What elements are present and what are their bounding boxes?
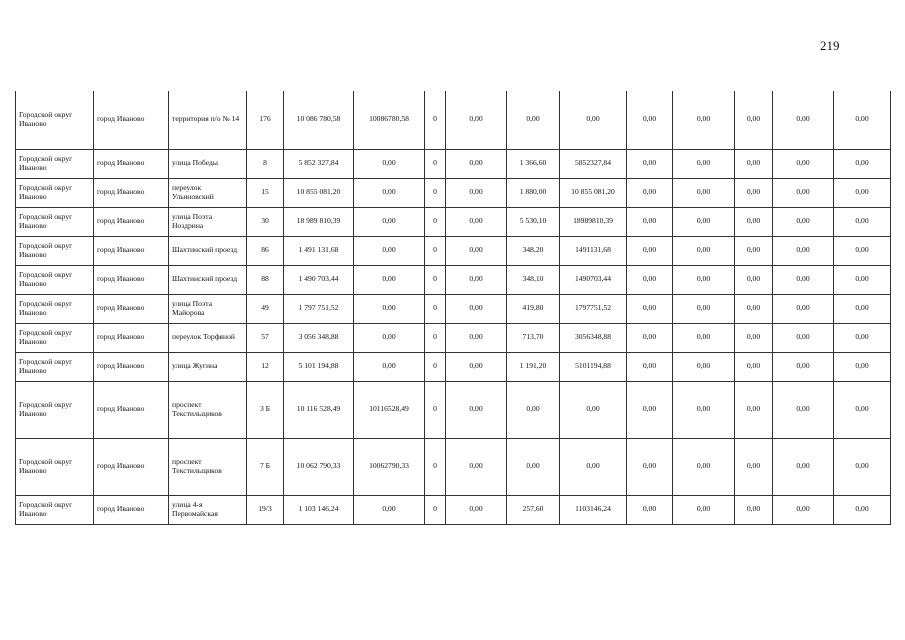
amount-cell: 0,00 xyxy=(354,236,425,265)
count-cell: 0 xyxy=(425,438,446,495)
amount-cell: 5852327,84 xyxy=(560,149,627,178)
count-cell: 0 xyxy=(425,294,446,323)
amount-cell: 18989810,39 xyxy=(560,207,627,236)
amount-cell: 0,00 xyxy=(446,438,507,495)
district-cell: Городской округ Иваново xyxy=(16,178,94,207)
table-row xyxy=(16,265,891,294)
total-cost-cell: 5 101 194,88 xyxy=(284,352,354,381)
amount-cell: 0,00 xyxy=(834,236,891,265)
house-number-cell: 86 xyxy=(247,236,284,265)
city-cell: город Иваново xyxy=(94,294,169,323)
amount-cell: 0,00 xyxy=(627,207,673,236)
street-cell: улица Победы xyxy=(169,149,247,178)
amount-cell: 0,00 xyxy=(735,91,773,149)
amount-cell: 0,00 xyxy=(773,91,834,149)
amount-cell: 0,00 xyxy=(627,91,673,149)
amount-cell: 0,00 xyxy=(773,207,834,236)
table-row xyxy=(16,495,891,524)
street-cell: улица 4-я Первомайская xyxy=(169,495,247,524)
area-cell: 1 191,20 xyxy=(507,352,560,381)
amount-cell: 0,00 xyxy=(446,495,507,524)
amount-cell: 0,00 xyxy=(735,438,773,495)
amount-cell: 0,00 xyxy=(627,178,673,207)
amount-cell: 0,00 xyxy=(354,207,425,236)
house-number-cell: 3 Б xyxy=(247,381,284,438)
amount-cell: 0,00 xyxy=(834,207,891,236)
amount-cell: 0,00 xyxy=(773,149,834,178)
amount-cell: 0,00 xyxy=(627,149,673,178)
street-cell: Шахтинский проезд xyxy=(169,236,247,265)
total-cost-cell: 5 852 327,84 xyxy=(284,149,354,178)
city-cell: город Иваново xyxy=(94,438,169,495)
amount-cell: 0,00 xyxy=(354,265,425,294)
city-cell: город Иваново xyxy=(94,236,169,265)
amount-cell: 0,00 xyxy=(673,381,735,438)
total-cost-cell: 10 062 790,33 xyxy=(284,438,354,495)
amount-cell: 0,00 xyxy=(735,207,773,236)
amount-cell: 1797751,52 xyxy=(560,294,627,323)
amount-cell: 0,00 xyxy=(354,352,425,381)
total-cost-cell: 1 797 751,52 xyxy=(284,294,354,323)
amount-cell: 0,00 xyxy=(673,294,735,323)
district-cell: Городской округ Иваново xyxy=(16,495,94,524)
amount-cell: 0,00 xyxy=(735,236,773,265)
total-cost-cell: 1 103 146,24 xyxy=(284,495,354,524)
amount-cell: 0,00 xyxy=(446,178,507,207)
amount-cell: 0,00 xyxy=(673,149,735,178)
count-cell: 0 xyxy=(425,495,446,524)
total-cost-cell: 10 855 081,20 xyxy=(284,178,354,207)
street-cell: улица Поэта Ноздрина xyxy=(169,207,247,236)
table-row xyxy=(16,323,891,352)
amount-cell: 0,00 xyxy=(834,91,891,149)
area-cell: 713,70 xyxy=(507,323,560,352)
count-cell: 0 xyxy=(425,236,446,265)
amount-cell: 0,00 xyxy=(673,438,735,495)
district-cell: Городской округ Иваново xyxy=(16,207,94,236)
amount-cell: 3056348,88 xyxy=(560,323,627,352)
amount-cell: 0,00 xyxy=(773,178,834,207)
house-number-cell: 49 xyxy=(247,294,284,323)
city-cell: город Иваново xyxy=(94,149,169,178)
table-row xyxy=(16,207,891,236)
amount-cell: 0,00 xyxy=(735,265,773,294)
amount-cell: 0,00 xyxy=(673,495,735,524)
city-cell: город Иваново xyxy=(94,352,169,381)
house-number-cell: 7 Б xyxy=(247,438,284,495)
city-cell: город Иваново xyxy=(94,207,169,236)
amount-cell: 0,00 xyxy=(834,323,891,352)
house-number-cell: 30 xyxy=(247,207,284,236)
amount-cell: 0,00 xyxy=(773,495,834,524)
amount-cell: 0,00 xyxy=(627,495,673,524)
area-cell: 0,00 xyxy=(507,438,560,495)
count-cell: 0 xyxy=(425,91,446,149)
page-number: 219 xyxy=(820,38,840,53)
amount-cell: 0,00 xyxy=(446,236,507,265)
amount-cell: 0,00 xyxy=(773,265,834,294)
total-cost-cell: 10 086 780,58 xyxy=(284,91,354,149)
count-cell: 0 xyxy=(425,352,446,381)
total-cost-cell: 18 989 810,39 xyxy=(284,207,354,236)
district-cell: Городской округ Иваново xyxy=(16,352,94,381)
amount-cell: 0,00 xyxy=(735,381,773,438)
area-cell: 348,20 xyxy=(507,236,560,265)
district-cell: Городской округ Иваново xyxy=(16,236,94,265)
house-number-cell: 19/3 xyxy=(247,495,284,524)
city-cell: город Иваново xyxy=(94,91,169,149)
house-number-cell: 8 xyxy=(247,149,284,178)
amount-cell: 0,00 xyxy=(673,236,735,265)
count-cell: 0 xyxy=(425,323,446,352)
area-cell: 348,10 xyxy=(507,265,560,294)
amount-cell: 0,00 xyxy=(834,438,891,495)
district-cell: Городской округ Иваново xyxy=(16,294,94,323)
amount-cell: 0,00 xyxy=(627,438,673,495)
city-cell: город Иваново xyxy=(94,178,169,207)
house-number-cell: 176 xyxy=(247,91,284,149)
amount-cell: 0,00 xyxy=(773,438,834,495)
area-cell: 0,00 xyxy=(507,91,560,149)
city-cell: город Иваново xyxy=(94,323,169,352)
amount-cell: 0,00 xyxy=(627,323,673,352)
count-cell: 0 xyxy=(425,381,446,438)
table-row xyxy=(16,438,891,495)
total-cost-cell: 3 056 348,88 xyxy=(284,323,354,352)
amount-cell: 0,00 xyxy=(354,149,425,178)
amount-cell: 0,00 xyxy=(673,178,735,207)
table-row xyxy=(16,352,891,381)
amount-cell: 0,00 xyxy=(735,178,773,207)
area-cell: 1 366,60 xyxy=(507,149,560,178)
amount-cell: 0,00 xyxy=(354,294,425,323)
amount-cell: 0,00 xyxy=(446,294,507,323)
street-cell: Шахтинский проезд xyxy=(169,265,247,294)
total-cost-cell: 1 491 131,68 xyxy=(284,236,354,265)
street-cell: проспект Текстильщиков xyxy=(169,381,247,438)
amount-cell: 0,00 xyxy=(834,178,891,207)
amount-cell: 1491131,68 xyxy=(560,236,627,265)
total-cost-cell: 10 116 528,49 xyxy=(284,381,354,438)
district-cell: Городской округ Иваново xyxy=(16,438,94,495)
amount-cell: 5101194,88 xyxy=(560,352,627,381)
count-cell: 0 xyxy=(425,178,446,207)
area-cell: 419,80 xyxy=(507,294,560,323)
total-cost-cell: 1 490 703,44 xyxy=(284,265,354,294)
count-cell: 0 xyxy=(425,207,446,236)
street-cell: территория п/о № 14 xyxy=(169,91,247,149)
district-cell: Городской округ Иваново xyxy=(16,265,94,294)
amount-cell: 0,00 xyxy=(834,294,891,323)
amount-cell: 0,00 xyxy=(773,236,834,265)
house-number-cell: 12 xyxy=(247,352,284,381)
amount-cell: 0,00 xyxy=(773,323,834,352)
amount-cell: 0,00 xyxy=(834,265,891,294)
amount-cell: 0,00 xyxy=(735,495,773,524)
table-body xyxy=(16,91,891,524)
city-cell: город Иваново xyxy=(94,381,169,438)
amount-cell: 0,00 xyxy=(673,207,735,236)
amount-cell: 10062790,33 xyxy=(354,438,425,495)
district-cell: Городской округ Иваново xyxy=(16,381,94,438)
amount-cell: 0,00 xyxy=(446,381,507,438)
amount-cell: 10116528,49 xyxy=(354,381,425,438)
city-cell: город Иваново xyxy=(94,265,169,294)
district-cell: Городской округ Иваново xyxy=(16,323,94,352)
amount-cell: 0,00 xyxy=(560,438,627,495)
amount-cell: 0,00 xyxy=(446,149,507,178)
amount-cell: 1103146,24 xyxy=(560,495,627,524)
table-row xyxy=(16,381,891,438)
area-cell: 5 530,10 xyxy=(507,207,560,236)
count-cell: 0 xyxy=(425,265,446,294)
amount-cell: 0,00 xyxy=(735,352,773,381)
amount-cell: 0,00 xyxy=(446,207,507,236)
amount-cell: 0,00 xyxy=(446,352,507,381)
amount-cell: 0,00 xyxy=(673,352,735,381)
amount-cell: 0,00 xyxy=(446,91,507,149)
table-row xyxy=(16,178,891,207)
amount-cell: 0,00 xyxy=(834,149,891,178)
amount-cell: 0,00 xyxy=(354,495,425,524)
house-number-cell: 15 xyxy=(247,178,284,207)
amount-cell: 0,00 xyxy=(627,236,673,265)
amount-cell: 1490703,44 xyxy=(560,265,627,294)
amount-cell: 0,00 xyxy=(735,323,773,352)
amount-cell: 0,00 xyxy=(627,352,673,381)
amount-cell: 10086780,58 xyxy=(354,91,425,149)
area-cell: 0,00 xyxy=(507,381,560,438)
amount-cell: 0,00 xyxy=(627,381,673,438)
house-number-cell: 57 xyxy=(247,323,284,352)
amount-cell: 0,00 xyxy=(354,323,425,352)
amount-cell: 0,00 xyxy=(446,323,507,352)
area-cell: 257,60 xyxy=(507,495,560,524)
amount-cell: 0,00 xyxy=(834,352,891,381)
amount-cell: 0,00 xyxy=(773,381,834,438)
street-cell: улица Жугина xyxy=(169,352,247,381)
district-cell: Городской округ Иваново xyxy=(16,91,94,149)
table-row xyxy=(16,236,891,265)
amount-cell: 0,00 xyxy=(560,91,627,149)
register-table xyxy=(15,91,891,525)
table-row xyxy=(16,149,891,178)
amount-cell: 0,00 xyxy=(773,294,834,323)
table-row xyxy=(16,294,891,323)
amount-cell: 0,00 xyxy=(673,323,735,352)
house-number-cell: 88 xyxy=(247,265,284,294)
amount-cell: 0,00 xyxy=(560,381,627,438)
count-cell: 0 xyxy=(425,149,446,178)
amount-cell: 0,00 xyxy=(735,149,773,178)
area-cell: 1 880,00 xyxy=(507,178,560,207)
amount-cell: 0,00 xyxy=(673,265,735,294)
amount-cell: 10 855 081,20 xyxy=(560,178,627,207)
street-cell: проспект Текстильщиков xyxy=(169,438,247,495)
table-row xyxy=(16,91,891,149)
district-cell: Городской округ Иваново xyxy=(16,149,94,178)
street-cell: переулок Ульяновский xyxy=(169,178,247,207)
amount-cell: 0,00 xyxy=(773,352,834,381)
amount-cell: 0,00 xyxy=(627,265,673,294)
amount-cell: 0,00 xyxy=(446,265,507,294)
street-cell: улица Поэта Майорова xyxy=(169,294,247,323)
amount-cell: 0,00 xyxy=(627,294,673,323)
city-cell: город Иваново xyxy=(94,495,169,524)
amount-cell: 0,00 xyxy=(735,294,773,323)
street-cell: переулок Торфяной xyxy=(169,323,247,352)
amount-cell: 0,00 xyxy=(834,495,891,524)
amount-cell: 0,00 xyxy=(673,91,735,149)
amount-cell: 0,00 xyxy=(834,381,891,438)
amount-cell: 0,00 xyxy=(354,178,425,207)
